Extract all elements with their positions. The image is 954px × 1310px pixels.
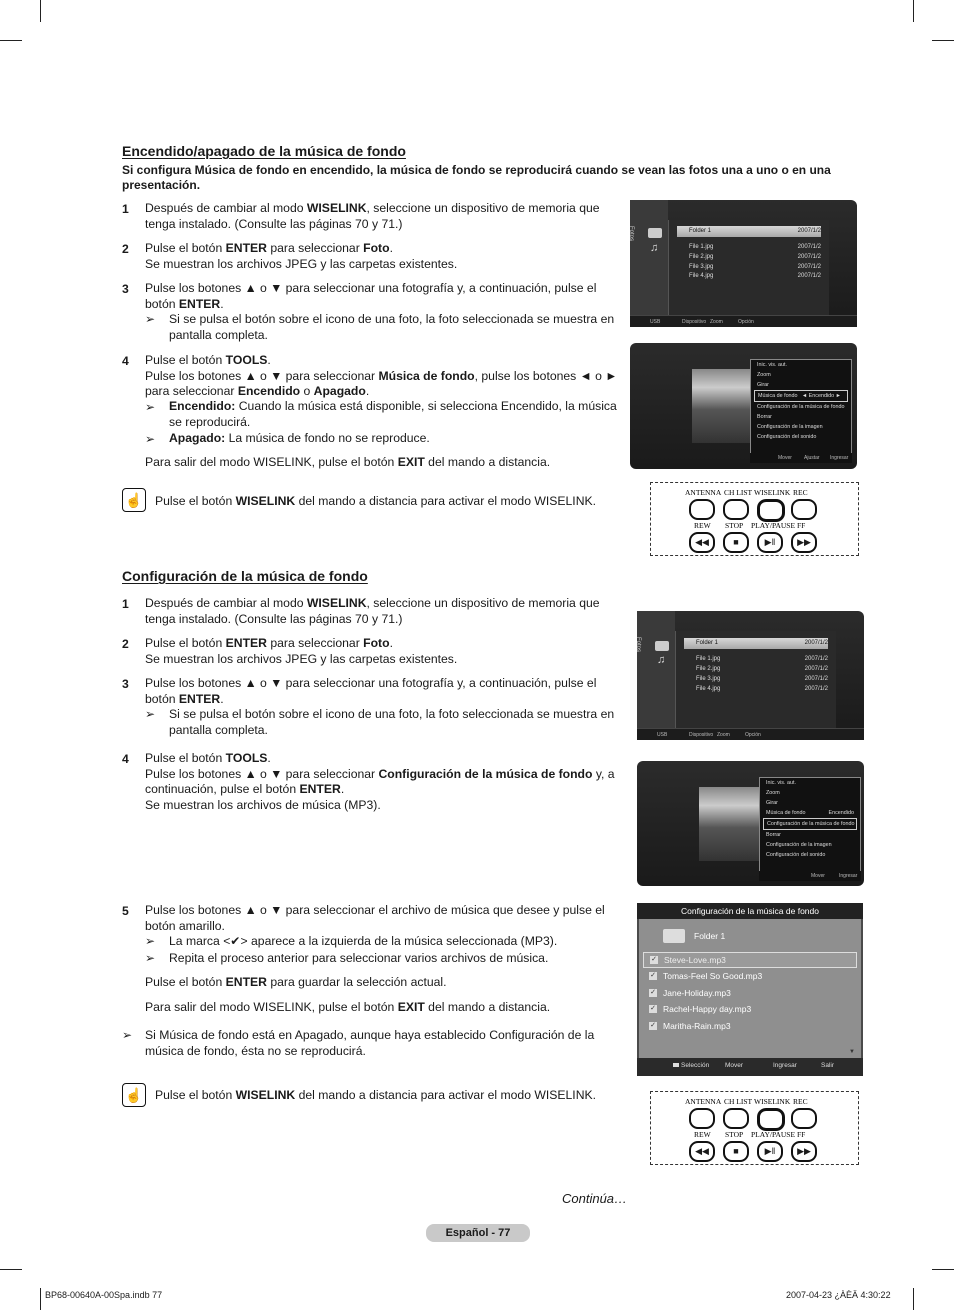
list-item[interactable]: File 2.jpg 2007/1/2: [689, 254, 821, 260]
music-config-screen: [637, 903, 863, 1076]
menu-item[interactable]: Borrar: [757, 414, 772, 420]
note-arrow-icon: ➢: [145, 951, 156, 965]
s1-note-apagado: Apagado: La música de fondo no se reproduce.: [169, 431, 430, 445]
list-item[interactable]: File 4.jpg 2007/1/2: [689, 273, 821, 279]
note-arrow-icon: ➢: [122, 1028, 133, 1042]
stop-button[interactable]: ■: [723, 1141, 749, 1162]
hand-tip-icon: ☝: [122, 1083, 146, 1107]
side-label: Fotos: [628, 226, 634, 242]
s2-step5-text: Pulse los botones ▲ o ▼ para seleccionar el archivo de música que desee y pulse el botón amarillo.: [145, 903, 605, 933]
section2-title: Configuración de la música de fondo: [122, 568, 368, 584]
s2-warning: Si Música de fondo está en Apagado, aunque haya establecido Configuración de la música de fondo, ésta no se reproducirá.: [145, 1028, 595, 1058]
step-number: 4: [122, 752, 129, 766]
s2-step1-text: Después de cambiar al modo WISELINK, seleccione un dispositivo de memoria que tenga instalado. (Consulte las páginas 70 y 71.): [145, 596, 600, 626]
s2-tip-text: Pulse el botón WISELINK del mando a distancia para activar el modo WISELINK.: [155, 1088, 597, 1102]
section1-intro: Si configura Música de fondo en encendido, la música de fondo se reproducirá cuando se vean las fotos una a uno o en una presentación.: [122, 163, 831, 192]
menu-item[interactable]: Inic. vis. aut.: [766, 780, 796, 786]
list-item[interactable]: ✓ Steve-Love.mp3: [643, 952, 857, 968]
tools-menu-screen: [637, 761, 864, 886]
s2-step2-text: Pulse el botón ENTER para seleccionar Foto. Se muestran los archivos JPEG y las carpetas existentes.: [145, 636, 458, 666]
music-icon: ♫: [657, 654, 666, 666]
list-item[interactable]: Folder 1 2007/1/2: [684, 638, 828, 649]
ff-label: FF: [797, 521, 806, 530]
wiselink-label: WISELINK: [754, 1097, 791, 1106]
list-item[interactable]: ✓ Rachel-Happy day.mp3: [650, 1004, 752, 1014]
crop-mark: [913, 0, 914, 22]
sidebar: [630, 200, 668, 327]
crop-mark: [0, 40, 22, 41]
remote-control: [650, 1091, 859, 1165]
s2-step5-note2: Repita el proceso anterior para seleccionar varios archivos de música.: [169, 951, 549, 965]
list-item[interactable]: Folder 1 2007/1/2: [677, 226, 821, 237]
antenna-button[interactable]: [689, 499, 715, 520]
ff-label: FF: [797, 1130, 806, 1139]
chlist-button[interactable]: [723, 499, 749, 520]
step-number: 2: [122, 637, 129, 651]
rec-button[interactable]: [791, 1108, 817, 1129]
s1-step2-text: Pulse el botón ENTER para seleccionar Foto. Se muestran los archivos JPEG y las carpetas existentes.: [145, 241, 458, 271]
menu-item[interactable]: Configuración de la música de fondo: [757, 404, 845, 410]
note-arrow-icon: ➢: [145, 432, 156, 446]
s1-step4-text: Pulse el botón TOOLS. Pulse los botones ▲ o ▼ para seleccionar Música de fondo, pulse los botones ◄ o ► para seleccionar Encendido o Apagado.: [145, 353, 618, 398]
antenna-label: ANTENNA: [685, 488, 722, 497]
yellow-button-icon: [673, 1063, 679, 1067]
note-arrow-icon: ➢: [145, 934, 156, 948]
s1-note-encendido: Encendido: Cuando la música está disponible, si selecciona Encendido, la música se reproducirá.: [169, 399, 617, 429]
menu-item-music[interactable]: Música de fondo Encendido: [766, 810, 854, 816]
rew-button[interactable]: ◀◀: [689, 532, 715, 553]
step-number: 4: [122, 354, 129, 368]
list-item[interactable]: File 3.jpg 2007/1/2: [689, 264, 821, 270]
continues-label: Continúa…: [562, 1191, 628, 1206]
side-label: Fotos: [635, 637, 641, 653]
rec-label: REC: [793, 1097, 808, 1106]
wiselink-button[interactable]: [757, 1108, 785, 1131]
music-config-footer: Selección Mover Ingresar Salir: [637, 1058, 863, 1076]
rew-label: REW: [694, 1130, 711, 1139]
step-number: 3: [122, 282, 129, 296]
crop-mark: [40, 0, 41, 22]
s1-tip-text: Pulse el botón WISELINK del mando a distancia para activar el modo WISELINK.: [155, 494, 597, 508]
photo-browser-screen: [630, 200, 857, 327]
hand-tip-icon: ☝: [122, 488, 146, 512]
crop-mark: [913, 1288, 914, 1310]
menu-item[interactable]: Inic. vis. aut.: [757, 362, 787, 368]
footer-file: BP68-00640A-00Spa.indb 77: [45, 1290, 163, 1300]
list-item[interactable]: File 2.jpg 2007/1/2: [696, 666, 828, 672]
list-item[interactable]: ✓ Maritha-Rain.mp3: [650, 1021, 731, 1031]
folder-label: Folder 1: [694, 931, 726, 941]
chlist-button[interactable]: [723, 1108, 749, 1129]
s1-step3-note: Si se pulsa el botón sobre el icono de una foto, la foto seleccionada se muestra en pantalla completa.: [169, 312, 615, 342]
wiselink-button[interactable]: [757, 499, 785, 522]
list-item[interactable]: ✓ Tomas-Feel So Good.mp3: [650, 971, 763, 981]
tools-menu: [750, 359, 852, 455]
s2-step4-text: Pulse el botón TOOLS. Pulse los botones ▲ o ▼ para seleccionar Configuración de la música de fondo y, a continuación, pulse el botón ENTER. Se muestran los archivos de música (MP3).: [145, 751, 615, 812]
menu-item[interactable]: Zoom: [766, 790, 780, 796]
s2-step3-text: Pulse los botones ▲ o ▼ para seleccionar una fotografía y, a continuación, pulse el botón ENTER.: [145, 676, 597, 706]
menu-item-music[interactable]: Música de fondo ◄ Encendido ►: [754, 390, 848, 402]
s1-exit-text: Para salir del modo WISELINK, pulse el botón EXIT del mando a distancia.: [145, 455, 551, 469]
s1-step1-text: Después de cambiar al modo WISELINK, seleccione un dispositivo de memoria que tenga instalado. (Consulte las páginas 70 y 71.): [145, 201, 600, 231]
menu-footer: Mover Ingresar: [759, 871, 861, 881]
list-item[interactable]: File 1.jpg 2007/1/2: [696, 656, 828, 662]
step-number: 2: [122, 242, 129, 256]
menu-item[interactable]: Girar: [766, 800, 778, 806]
list-item[interactable]: File 4.jpg 2007/1/2: [696, 686, 828, 692]
photo-icon: [655, 641, 669, 651]
menu-item[interactable]: Configuración del sonido: [766, 852, 826, 858]
s2-exit-text: Para salir del modo WISELINK, pulse el botón EXIT del mando a distancia.: [145, 1000, 551, 1014]
play-pause-button[interactable]: ▶ǁ: [757, 1141, 783, 1162]
step-number: 1: [122, 202, 129, 216]
music-icon: ♫: [650, 242, 659, 254]
playpause-label: PLAY/PAUSE: [751, 521, 796, 530]
folder-icon: [663, 929, 685, 943]
step-number: 3: [122, 677, 129, 691]
menu-item[interactable]: Zoom: [757, 372, 771, 378]
stop-label: STOP: [725, 521, 744, 530]
photo-icon: [648, 228, 662, 238]
stop-label: STOP: [725, 1130, 744, 1139]
step-number: 1: [122, 597, 129, 611]
s1-step3-text: Pulse los botones ▲ o ▼ para seleccionar una fotografía y, a continuación, pulse el botón ENTER.: [145, 281, 597, 311]
ff-button[interactable]: ▶▶: [791, 1141, 817, 1162]
menu-item[interactable]: Borrar: [766, 832, 781, 838]
rew-button[interactable]: ◀◀: [689, 1141, 715, 1162]
section1-title: Encendido/apagado de la música de fondo: [122, 143, 406, 159]
antenna-label: ANTENNA: [685, 1097, 722, 1106]
menu-item[interactable]: Configuración de la imagen: [766, 842, 832, 848]
stop-button[interactable]: ■: [723, 532, 749, 553]
antenna-button[interactable]: [689, 1108, 715, 1129]
wiselink-label: WISELINK: [754, 488, 791, 497]
crop-mark: [932, 1269, 954, 1270]
crop-mark: [0, 1269, 22, 1270]
tools-menu: [759, 777, 861, 873]
note-arrow-icon: ➢: [145, 400, 156, 414]
sidebar: [637, 611, 675, 740]
menu-item-music-config[interactable]: Configuración de la música de fondo: [763, 818, 857, 830]
rew-label: REW: [694, 521, 711, 530]
note-arrow-icon: ➢: [145, 312, 156, 326]
crop-mark: [40, 1288, 41, 1310]
remote-control: [650, 482, 859, 556]
menu-footer: Mover Ajustar Ingresar: [750, 453, 852, 463]
photo-browser-screen: [637, 611, 864, 740]
page-number: Español - 77: [426, 1224, 530, 1242]
play-pause-button[interactable]: ▶ǁ: [757, 532, 783, 553]
footer-date: 2007-04-23 ¿ÀÈÄ 4:30:22: [786, 1290, 891, 1300]
screen-footer: USB Dispositivo Zoom Opción: [630, 315, 857, 327]
file-list: [668, 220, 829, 316]
music-list: [639, 919, 861, 1058]
list-item[interactable]: ✓ Jane-Holiday.mp3: [650, 988, 731, 998]
list-item[interactable]: File 1.jpg 2007/1/2: [689, 244, 821, 250]
menu-item[interactable]: Configuración de la imagen: [757, 424, 823, 430]
menu-item[interactable]: Configuración del sonido: [757, 434, 817, 440]
s2-step5-note1: La marca <✔> aparece a la izquierda de la música seleccionada (MP3).: [169, 934, 558, 948]
crop-mark: [932, 40, 954, 41]
tools-menu-screen: [630, 343, 857, 469]
music-config-title: Configuración de la música de fondo: [637, 903, 863, 919]
playpause-label: PLAY/PAUSE: [751, 1130, 796, 1139]
ff-button[interactable]: ▶▶: [791, 532, 817, 553]
menu-item[interactable]: Girar: [757, 382, 769, 388]
note-arrow-icon: ➢: [145, 707, 156, 721]
scroll-down-icon[interactable]: ▼: [849, 1049, 855, 1055]
step-number: 5: [122, 904, 129, 918]
rec-label: REC: [793, 488, 808, 497]
list-item[interactable]: File 3.jpg 2007/1/2: [696, 676, 828, 682]
chlist-label: CH LIST: [724, 1097, 753, 1106]
file-list: [675, 631, 836, 729]
screen-footer: USB Dispositivo Zoom Opción: [637, 728, 864, 740]
rec-button[interactable]: [791, 499, 817, 520]
s2-step3-note: Si se pulsa el botón sobre el icono de una foto, la foto seleccionada se muestra en pantalla completa.: [169, 707, 615, 737]
s2-save-text: Pulse el botón ENTER para guardar la selección actual.: [145, 975, 447, 989]
chlist-label: CH LIST: [724, 488, 753, 497]
